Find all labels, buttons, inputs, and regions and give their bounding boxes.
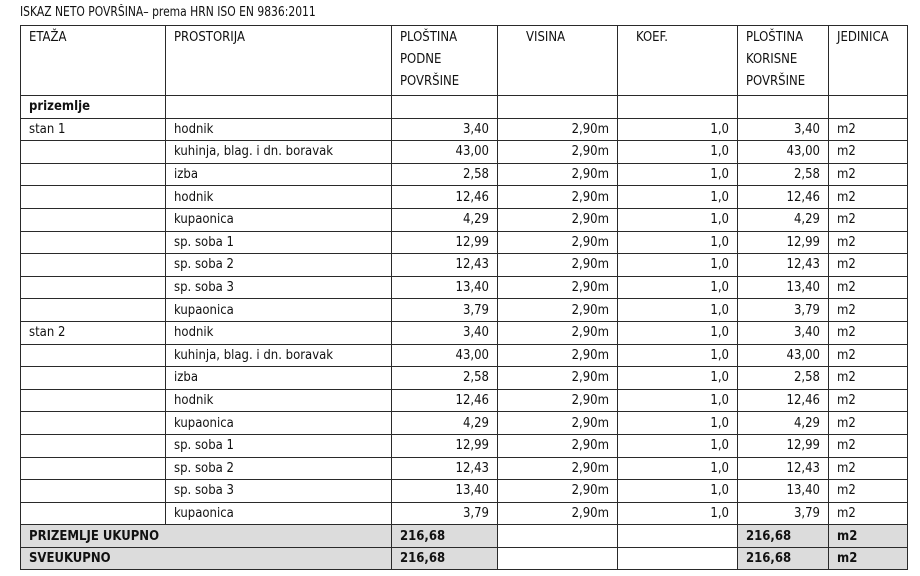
floor-area: 12,99 — [392, 231, 498, 254]
table-row — [21, 254, 908, 277]
useful-area: 2,58 — [738, 367, 829, 390]
floor-area: 13,40 — [392, 276, 498, 299]
header-jedinica: JEDINICA — [829, 26, 908, 96]
floor-area: 2,58 — [392, 367, 498, 390]
room-name: kupaonica — [166, 502, 392, 525]
useful-area: 12,43 — [738, 254, 829, 277]
height-value: 2,90m — [498, 344, 618, 367]
room-name: sp. soba 3 — [166, 276, 392, 299]
header-prostorija: PROSTORIJA — [166, 26, 392, 96]
height-value: 2,90m — [498, 299, 618, 322]
empty-cell — [618, 525, 738, 548]
table-row — [21, 276, 908, 299]
coefficient-value: 1,0 — [618, 344, 738, 367]
height-value: 2,90m — [498, 186, 618, 209]
section-label: prizemlje — [21, 96, 166, 119]
height-value: 2,90m — [498, 118, 618, 141]
empty-cell — [21, 299, 166, 322]
total-useful-area: 216,68 — [738, 525, 829, 548]
header-korisna-line-2: KORISNE — [746, 52, 798, 67]
total-floor-area: 216,68 — [392, 525, 498, 548]
height-value: 2,90m — [498, 389, 618, 412]
height-value: 2,90m — [498, 141, 618, 164]
coefficient-value: 1,0 — [618, 389, 738, 412]
room-name: hodnik — [166, 389, 392, 412]
table-row — [21, 118, 908, 141]
useful-area: 2,58 — [738, 163, 829, 186]
table-row — [21, 186, 908, 209]
useful-area: 13,40 — [738, 276, 829, 299]
unit: m2 — [829, 163, 908, 186]
room-name: kupaonica — [166, 208, 392, 231]
unit: m2 — [829, 321, 908, 344]
empty-cell — [738, 96, 829, 119]
useful-area: 12,99 — [738, 231, 829, 254]
empty-cell — [21, 208, 166, 231]
height-value: 2,90m — [498, 276, 618, 299]
unit: m2 — [829, 367, 908, 390]
coefficient-value: 1,0 — [618, 276, 738, 299]
empty-cell — [618, 547, 738, 570]
coefficient-value: 1,0 — [618, 457, 738, 480]
unit: m2 — [829, 344, 908, 367]
empty-cell — [498, 525, 618, 548]
room-name: hodnik — [166, 118, 392, 141]
height-value: 2,90m — [498, 208, 618, 231]
table-row — [21, 367, 908, 390]
empty-cell — [498, 547, 618, 570]
total-row — [21, 547, 908, 570]
room-name: izba — [166, 163, 392, 186]
height-value: 2,90m — [498, 480, 618, 503]
floor-area: 4,29 — [392, 412, 498, 435]
height-value: 2,90m — [498, 231, 618, 254]
useful-area: 4,29 — [738, 208, 829, 231]
total-useful-area: 216,68 — [738, 547, 829, 570]
floor-area: 12,46 — [392, 389, 498, 412]
flat-name: stan 1 — [21, 118, 166, 141]
table-body — [21, 96, 908, 570]
room-name: kuhinja, blag. i dn. boravak — [166, 344, 392, 367]
height-value: 2,90m — [498, 321, 618, 344]
document-title: ISKAZ NETO POVRŠINA– prema HRN ISO EN 9836:2011 — [20, 5, 316, 20]
floor-area: 12,43 — [392, 254, 498, 277]
empty-cell — [21, 502, 166, 525]
empty-cell — [21, 186, 166, 209]
empty-cell — [166, 96, 392, 119]
coefficient-value: 1,0 — [618, 480, 738, 503]
room-name: hodnik — [166, 186, 392, 209]
unit: m2 — [829, 254, 908, 277]
empty-cell — [498, 96, 618, 119]
section-row — [21, 96, 908, 119]
room-name: sp. soba 1 — [166, 231, 392, 254]
empty-cell — [21, 480, 166, 503]
header-podna-line-1: PLOŠTINA — [400, 30, 458, 45]
useful-area: 12,43 — [738, 457, 829, 480]
room-name: kupaonica — [166, 299, 392, 322]
useful-area: 43,00 — [738, 344, 829, 367]
floor-area: 12,99 — [392, 434, 498, 457]
useful-area: 3,40 — [738, 321, 829, 344]
total-label: SVEUKUPNO — [21, 547, 392, 570]
table-row — [21, 344, 908, 367]
coefficient-value: 1,0 — [618, 321, 738, 344]
unit: m2 — [829, 186, 908, 209]
height-value: 2,90m — [498, 502, 618, 525]
empty-cell — [21, 344, 166, 367]
unit: m2 — [829, 299, 908, 322]
net-area-table — [20, 25, 908, 570]
unit: m2 — [829, 208, 908, 231]
empty-cell — [829, 96, 908, 119]
table-row — [21, 412, 908, 435]
unit: m2 — [829, 480, 908, 503]
useful-area: 12,46 — [738, 186, 829, 209]
unit: m2 — [829, 502, 908, 525]
header-etaza: ETAŽA — [21, 26, 166, 96]
room-name: kupaonica — [166, 412, 392, 435]
height-value: 2,90m — [498, 457, 618, 480]
floor-area: 3,79 — [392, 299, 498, 322]
header-plostina-korisne — [738, 26, 829, 96]
useful-area: 13,40 — [738, 480, 829, 503]
unit: m2 — [829, 276, 908, 299]
height-value: 2,90m — [498, 434, 618, 457]
floor-area: 2,58 — [392, 163, 498, 186]
empty-cell — [21, 412, 166, 435]
coefficient-value: 1,0 — [618, 186, 738, 209]
table-row — [21, 321, 908, 344]
table-row — [21, 231, 908, 254]
empty-cell — [21, 254, 166, 277]
header-row — [21, 26, 908, 96]
total-unit: m2 — [829, 547, 908, 570]
useful-area: 3,79 — [738, 502, 829, 525]
unit: m2 — [829, 412, 908, 435]
empty-cell — [21, 457, 166, 480]
header-korisna-line-3: POVRŠINE — [746, 74, 806, 89]
coefficient-value: 1,0 — [618, 502, 738, 525]
room-name: sp. soba 1 — [166, 434, 392, 457]
unit: m2 — [829, 118, 908, 141]
floor-area: 3,79 — [392, 502, 498, 525]
height-value: 2,90m — [498, 412, 618, 435]
coefficient-value: 1,0 — [618, 118, 738, 141]
useful-area: 3,40 — [738, 118, 829, 141]
coefficient-value: 1,0 — [618, 412, 738, 435]
coefficient-value: 1,0 — [618, 254, 738, 277]
floor-area: 43,00 — [392, 141, 498, 164]
header-visina: VISINA — [498, 26, 618, 96]
header-plostina-podne — [392, 26, 498, 96]
unit: m2 — [829, 434, 908, 457]
table-row — [21, 208, 908, 231]
unit: m2 — [829, 141, 908, 164]
empty-cell — [392, 96, 498, 119]
header-podna-line-3: POVRŠINE — [400, 74, 460, 89]
room-name: kuhinja, blag. i dn. boravak — [166, 141, 392, 164]
useful-area: 3,79 — [738, 299, 829, 322]
coefficient-value: 1,0 — [618, 141, 738, 164]
coefficient-value: 1,0 — [618, 231, 738, 254]
floor-area: 12,43 — [392, 457, 498, 480]
coefficient-value: 1,0 — [618, 299, 738, 322]
empty-cell — [21, 231, 166, 254]
table-row — [21, 480, 908, 503]
header-koef: KOEF. — [618, 26, 738, 96]
room-name: hodnik — [166, 321, 392, 344]
table-row — [21, 141, 908, 164]
empty-cell — [21, 367, 166, 390]
floor-area: 3,40 — [392, 118, 498, 141]
table-row — [21, 457, 908, 480]
floor-area: 3,40 — [392, 321, 498, 344]
floor-area: 4,29 — [392, 208, 498, 231]
unit: m2 — [829, 457, 908, 480]
useful-area: 43,00 — [738, 141, 829, 164]
empty-cell — [21, 163, 166, 186]
empty-cell — [21, 389, 166, 412]
room-name: izba — [166, 367, 392, 390]
table-row — [21, 299, 908, 322]
table-row — [21, 389, 908, 412]
flat-name: stan 2 — [21, 321, 166, 344]
useful-area: 4,29 — [738, 412, 829, 435]
floor-area: 13,40 — [392, 480, 498, 503]
coefficient-value: 1,0 — [618, 208, 738, 231]
total-floor-area: 216,68 — [392, 547, 498, 570]
empty-cell — [21, 141, 166, 164]
room-name: sp. soba 3 — [166, 480, 392, 503]
height-value: 2,90m — [498, 163, 618, 186]
unit: m2 — [829, 389, 908, 412]
room-name: sp. soba 2 — [166, 254, 392, 277]
header-korisna-line-1: PLOŠTINA — [746, 30, 804, 45]
header-podna-line-2: PODNE — [400, 52, 442, 67]
room-name: sp. soba 2 — [166, 457, 392, 480]
useful-area: 12,46 — [738, 389, 829, 412]
coefficient-value: 1,0 — [618, 434, 738, 457]
table-row — [21, 163, 908, 186]
coefficient-value: 1,0 — [618, 367, 738, 390]
empty-cell — [618, 96, 738, 119]
height-value: 2,90m — [498, 367, 618, 390]
coefficient-value: 1,0 — [618, 163, 738, 186]
empty-cell — [21, 434, 166, 457]
table-row — [21, 502, 908, 525]
table-row — [21, 434, 908, 457]
floor-area: 12,46 — [392, 186, 498, 209]
unit: m2 — [829, 231, 908, 254]
total-unit: m2 — [829, 525, 908, 548]
total-row — [21, 525, 908, 548]
floor-area: 43,00 — [392, 344, 498, 367]
useful-area: 12,99 — [738, 434, 829, 457]
total-label: PRIZEMLJE UKUPNO — [21, 525, 392, 548]
height-value: 2,90m — [498, 254, 618, 277]
empty-cell — [21, 276, 166, 299]
